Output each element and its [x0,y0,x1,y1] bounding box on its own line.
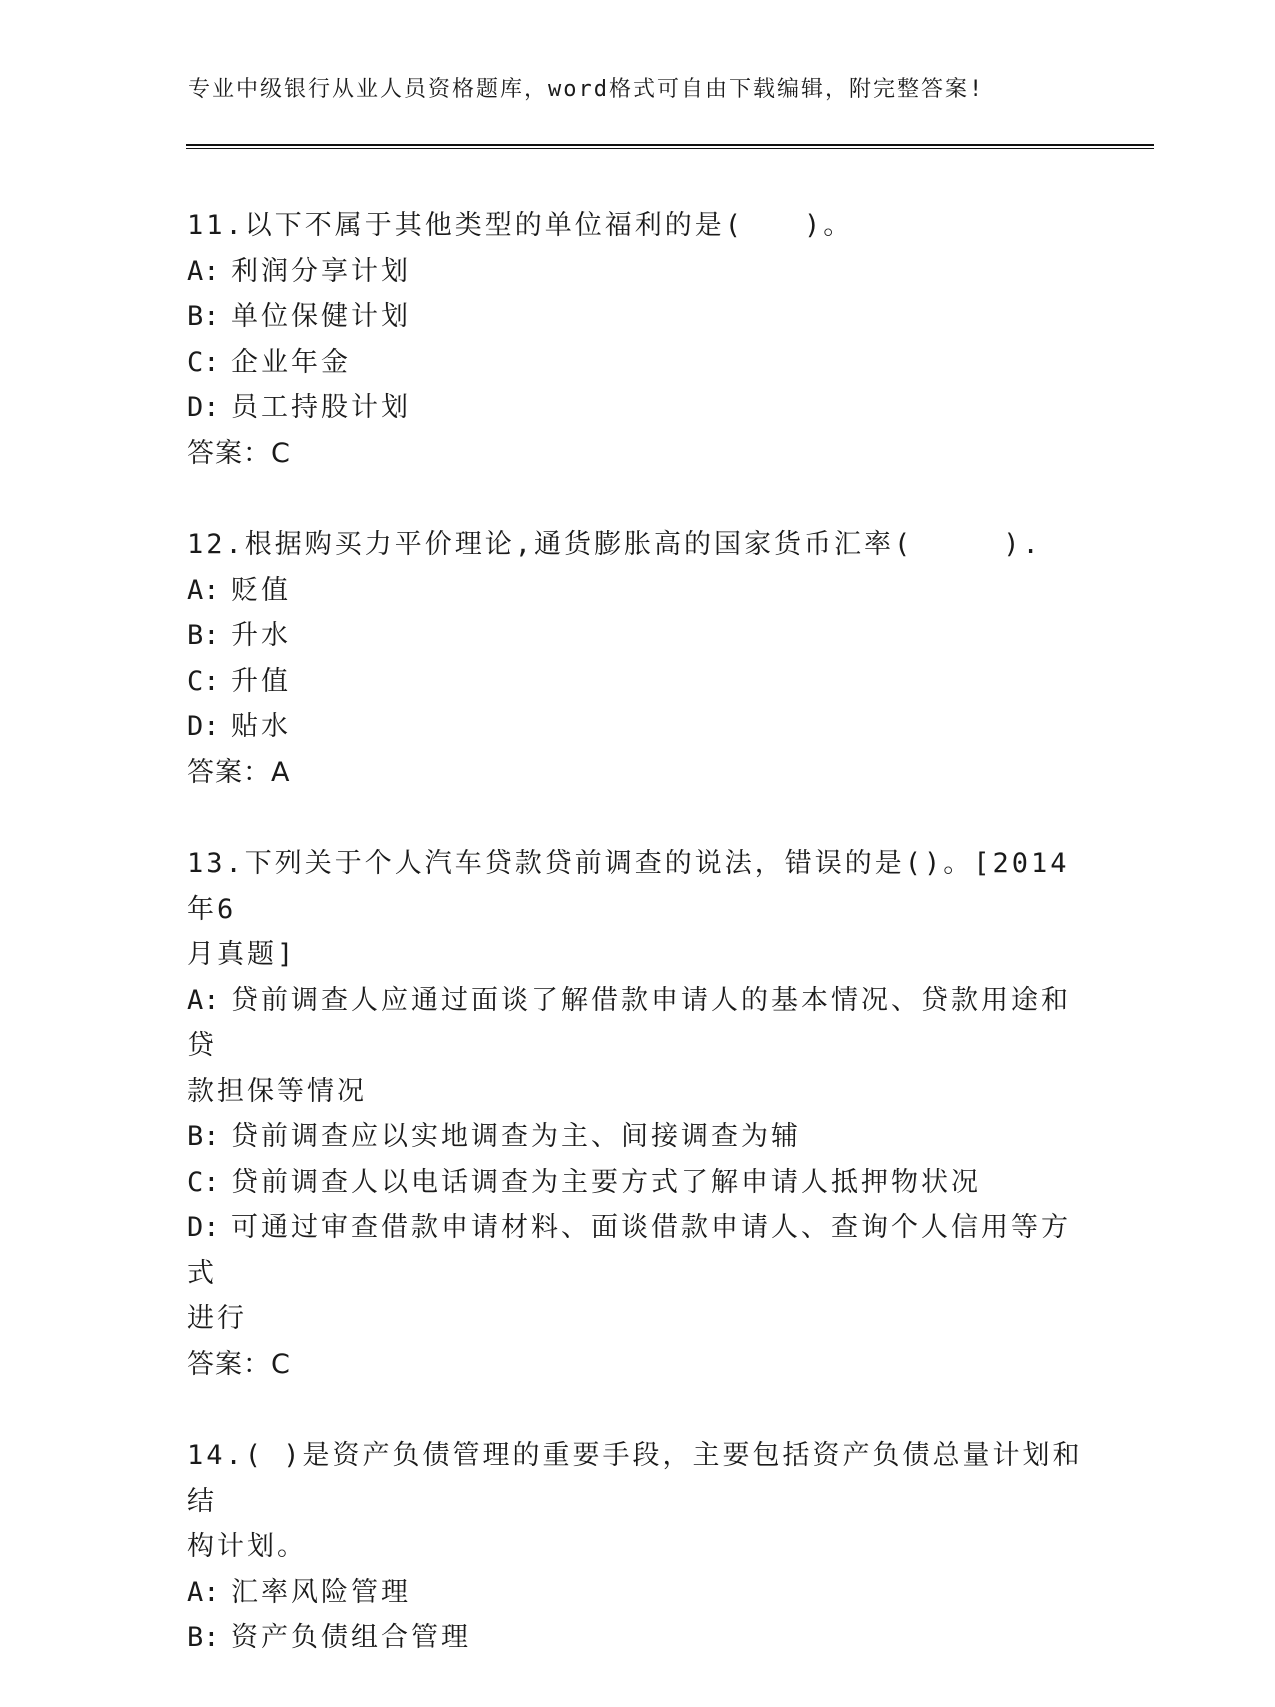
option-text: 升值 [231,665,291,697]
option-a [187,249,1087,295]
answer-value: C [271,437,291,469]
option-d [187,385,1087,431]
option-text: 利润分享计划 [231,255,411,287]
option-label: C: [187,665,220,697]
question-stem-line-2: 构计划。 [187,1531,307,1562]
option-a [187,978,1087,1069]
option-text: 单位保健计划 [231,301,411,332]
option-label: B: [187,1622,220,1653]
question-stem-line-2: 月真题] [187,939,297,970]
question-14 [187,1433,1087,1661]
option-d [187,704,1087,750]
answer-value: C [271,1348,291,1380]
option-c [187,659,1087,705]
option-label: D: [187,711,220,742]
option-label: D: [187,1212,220,1243]
option-c [187,1160,1087,1206]
question-stem-line-1: 14.( )是资产负债管理的重要手段，主要包括资产负债总量计划和结 [187,1440,1083,1517]
option-label: C: [187,1166,220,1198]
option-text: 贴水 [231,711,291,742]
option-text: 汇率风险管理 [231,1576,411,1608]
option-text: 贷前调查人以电话调查为主要方式了解申请人抵押物状况 [231,1166,981,1198]
header-divider [186,144,1154,149]
option-d-continuation: 进行 [187,1303,247,1334]
option-label: B: [187,1121,220,1152]
answer-label: 答案： [187,756,271,788]
question-11 [187,203,1087,476]
option-text: 可通过审查借款申请材料、面谈借款申请人、查询个人信用等方式 [187,1212,1071,1289]
option-b [187,1615,1087,1661]
option-text: 贷前调查人应通过面谈了解借款申请人的基本情况、贷款用途和贷 [187,984,1071,1061]
answer-line [187,1342,1087,1388]
question-stem: 12.根据购买力平价理论,通货膨胀高的国家货币汇率( ). [187,529,1042,560]
option-b [187,294,1087,340]
answer-line [187,750,1087,796]
question-list [187,203,1087,1707]
option-label: D: [187,392,220,423]
answer-value: A [271,756,291,788]
page-header-note: 专业中级银行从业人员资格题库，word格式可自由下载编辑，附完整答案! [188,77,985,102]
option-a-continuation: 款担保等情况 [187,1075,367,1107]
answer-label: 答案： [187,1348,271,1380]
option-a [187,568,1087,614]
option-text: 升水 [231,620,291,651]
option-label: B: [187,301,220,332]
question-stem: 11.以下不属于其他类型的单位福利的是( )。 [187,210,854,241]
option-text: 资产负债组合管理 [231,1622,471,1653]
option-text: 企业年金 [231,346,351,378]
option-label: C: [187,346,220,378]
option-label: B: [187,620,220,651]
option-text: 贬值 [231,574,291,606]
answer-label: 答案： [187,437,271,469]
option-label: A: [187,574,220,606]
option-label: A: [187,984,220,1016]
question-13 [187,841,1087,1387]
option-text: 员工持股计划 [231,392,411,423]
option-b [187,613,1087,659]
question-12 [187,522,1087,795]
option-label: A: [187,1576,220,1608]
option-a [187,1570,1087,1616]
option-label: A: [187,255,220,287]
option-c [187,340,1087,386]
option-d [187,1205,1087,1296]
answer-line [187,431,1087,477]
option-text: 贷前调查应以实地调查为主、间接调查为辅 [231,1121,801,1152]
question-stem-line-1: 13.下列关于个人汽车贷款贷前调查的说法，错误的是()。[2014年6 [187,848,1070,925]
option-b [187,1114,1087,1160]
